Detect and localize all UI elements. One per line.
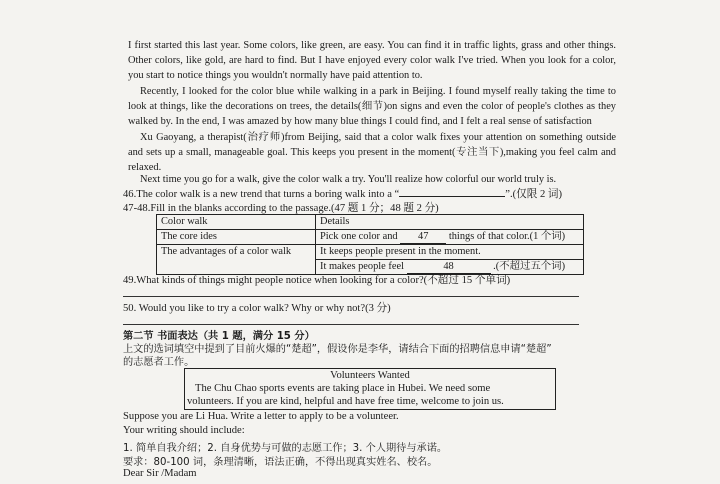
passage-paragraph-1: I first started this last year. Some colors, like green, are easy. You can find it in traffic lights, grass and other things. Other colors, like gold, are hard to find. But I have enjoyed every color walk I've tried. When you look for a color, you start to notice things you wouldn't normally have paid attention to.	[128, 40, 616, 82]
answer-line-49[interactable]	[123, 296, 579, 297]
volunteers-wanted-box	[184, 368, 556, 410]
section-2-intro-cont: 的志愿者工作。	[123, 357, 195, 368]
table-header-cell: Details	[316, 215, 584, 230]
box-line: volunteers. If you are kind, helpful and have free time, welcome to join us.	[187, 396, 504, 407]
table-cell-text: .(不超过五个词)	[493, 261, 566, 272]
box-line: The Chu Chao sports events are taking place in Hubei. We need some	[195, 383, 491, 394]
passage-paragraph-3: Xu Gaoyang, a therapist(治疗师)from Beijing, said that a color walk fixes your attention on something outside and sets up a small, manageable goal. This keeps you present in the moment(专注当下),making you feel calm and relaxed.	[128, 132, 616, 174]
passage-paragraph-2: Recently, I looked for the color blue while walking in a park in Beijing. I found myself really taking the time to look at things, like the decorations on trees, the details(细节)on signs and even the color of people's clothes as they walked by. In the end, I was amazed by how many blue things I could find, and I felt a real sense of satisfaction	[128, 86, 616, 128]
writing-requirements: 要求：80-100 词，条理清晰，语法正确，不得出现真实姓名、校名。	[123, 457, 438, 468]
blank-number: 48	[443, 261, 454, 272]
table-row	[157, 215, 584, 230]
writing-include: Your writing should include:	[123, 425, 245, 436]
table-row	[157, 230, 584, 245]
table-header-cell: Color walk	[157, 215, 316, 230]
letter-greeting: Dear Sir /Madam	[123, 468, 197, 479]
writing-points: 1. 简单自我介绍；2. 自身优势与可做的志愿工作；3. 个人期待与承诺。	[123, 443, 448, 454]
table-cell: The core ides	[157, 230, 316, 245]
answer-line-50[interactable]	[123, 324, 579, 325]
passage-paragraph-4: Next time you go for a walk, give the color walk a try. You'll realize how colorful our world truly is.	[140, 174, 557, 185]
color-walk-table	[156, 214, 584, 275]
question-46	[123, 186, 562, 201]
question-47-48: 47-48.Fill in the blanks according to the passage.(47 题 1 分；48 题 2 分)	[123, 203, 439, 214]
table-row	[157, 245, 584, 260]
table-cell: It keeps people present in the moment.	[316, 245, 584, 260]
table-cell-text: Pick one color and	[320, 231, 398, 242]
table-cell-text: things of that color.(1 个词)	[448, 231, 566, 242]
box-title: Volunteers Wanted	[330, 370, 410, 381]
question-49: 49.What kinds of things might people notice when looking for a color?(不超过 15 个单词)	[123, 275, 511, 286]
section-2-heading: 第二节 书面表达（共 1 题，满分 15 分）	[123, 331, 315, 342]
section-2-intro: 上文的选词填空中提到了目前火爆的“楚超”，假设你是李华，请结合下面的招聘信息申请“楚超”	[123, 344, 552, 355]
question-50: 50. Would you like to try a color walk? Why or why not?(3 分)	[123, 303, 391, 314]
question-46-tail: ”.(仅限 2 词)	[505, 189, 563, 200]
question-46-text: 46.The color walk is a new trend that turns a boring walk into a “	[123, 189, 400, 200]
table-cell: The advantages of a color walk	[157, 245, 316, 275]
answer-blank-46[interactable]	[399, 186, 505, 197]
answer-blank-47[interactable]	[400, 230, 446, 244]
writing-prompt: Suppose you are Li Hua. Write a letter to apply to be a volunteer.	[123, 411, 399, 422]
blank-number: 47	[418, 231, 429, 242]
table-cell-text: It makes people feel	[320, 261, 404, 272]
table-cell	[316, 230, 584, 245]
